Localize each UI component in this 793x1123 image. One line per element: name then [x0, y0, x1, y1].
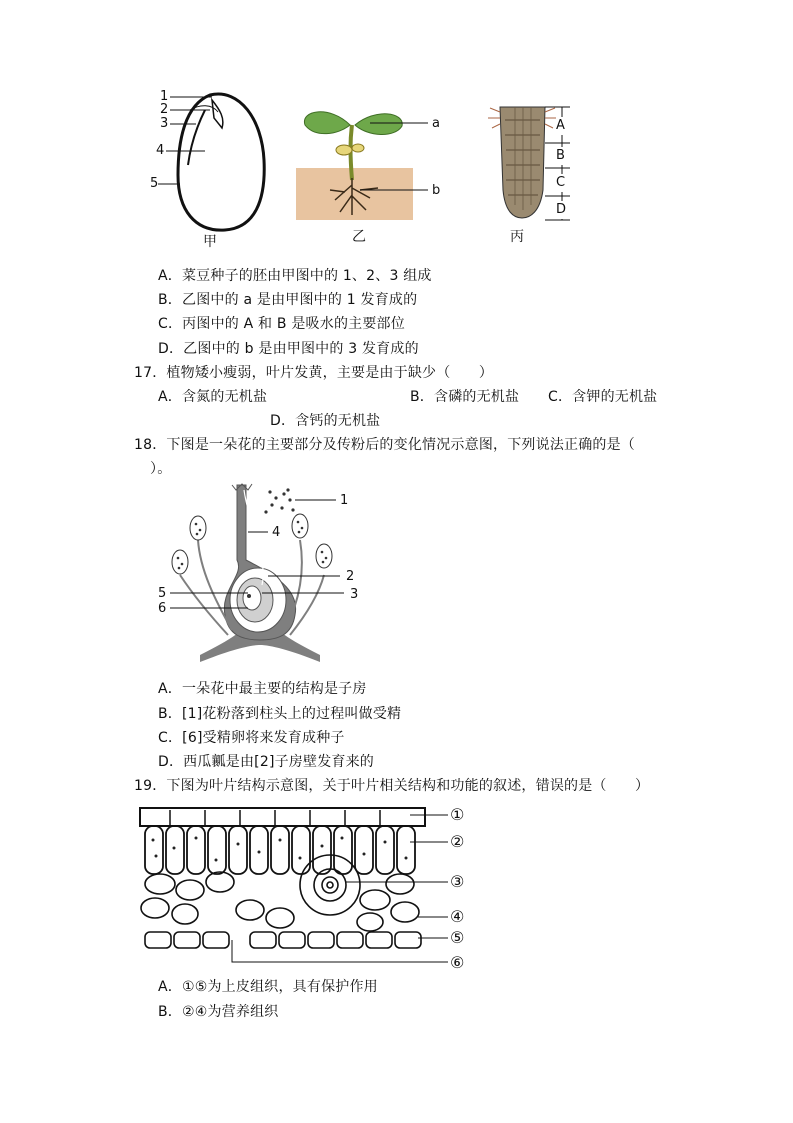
q19-stem: 19．下图为叶片结构示意图，关于叶片相关结构和功能的叙述，错误的是（ ） — [134, 778, 650, 794]
q18-stem-line2: ）。 — [150, 461, 172, 477]
leaf-label-5: ⑤ — [450, 928, 465, 947]
leaf-label-6: ⑥ — [450, 953, 465, 972]
seedling-caption: 乙 — [352, 229, 367, 245]
q17-option-a[interactable]: A．含氮的无机盐 — [158, 389, 268, 405]
seed-label-1: 1 — [160, 89, 169, 104]
q16-option-c[interactable]: C．丙图中的 A 和 B 是吸水的主要部位 — [158, 316, 405, 332]
root-label-C: C — [556, 175, 566, 190]
root-label-A: A — [556, 118, 566, 133]
root-caption: 丙 — [510, 229, 525, 245]
root-label-D: D — [556, 202, 567, 217]
flower-label-2: 2 — [346, 569, 355, 584]
seedling-label-a: a — [432, 116, 441, 131]
leaf-label-2: ② — [450, 832, 465, 851]
seed-label-5: 5 — [150, 176, 159, 191]
seed-caption: 甲 — [203, 234, 218, 250]
q18-stem-line1: 18．下图是一朵花的主要部分及传粉后的变化情况示意图，下列说法正确的是（ — [134, 437, 636, 453]
q16-option-d[interactable]: D．乙图中的 b 是由甲图中的 3 发育成的 — [158, 341, 419, 357]
q16-option-b[interactable]: B．乙图中的 a 是由甲图中的 1 发育成的 — [158, 292, 418, 308]
leaf-label-4: ④ — [450, 907, 465, 926]
flower-label-1: 1 — [340, 493, 349, 508]
q17-option-c[interactable]: C．含钾的无机盐 — [548, 389, 658, 405]
flower-label-6: 6 — [158, 601, 167, 616]
flower-label-5: 5 — [158, 586, 167, 601]
q17-option-d[interactable]: D．含钙的无机盐 — [270, 413, 381, 429]
q17-option-b[interactable]: B．含磷的无机盐 — [410, 389, 520, 405]
q17-stem: 17．植物矮小瘦弱，叶片发黄，主要是由于缺少（ ） — [134, 365, 494, 381]
seed-label-4: 4 — [156, 143, 165, 158]
q19-option-a[interactable]: A．①⑤为上皮组织，具有保护作用 — [158, 979, 378, 995]
q18-option-b[interactable]: B．[1]花粉落到柱头上的过程叫做受精 — [158, 706, 402, 722]
q18-option-c[interactable]: C．[6]受精卵将来发育成种子 — [158, 730, 345, 746]
q16-option-a[interactable]: A．菜豆种子的胚由甲图中的 1、2、3 组成 — [158, 268, 432, 284]
leaf-label-1: ① — [450, 805, 465, 824]
q18-option-d[interactable]: D．西瓜瓤是由[2]子房壁发育来的 — [158, 754, 375, 770]
flower-label-4: 4 — [272, 525, 281, 540]
seed-label-3: 3 — [160, 116, 169, 131]
root-label-B: B — [556, 148, 566, 163]
seed-label-2: 2 — [160, 102, 169, 117]
leaf-label-3: ③ — [450, 872, 465, 891]
q18-option-a[interactable]: A．一朵花中最主要的结构是子房 — [158, 681, 367, 697]
q19-option-b[interactable]: B．②④为营养组织 — [158, 1004, 279, 1020]
seedling-label-b: b — [432, 183, 441, 198]
flower-label-3: 3 — [350, 587, 359, 602]
